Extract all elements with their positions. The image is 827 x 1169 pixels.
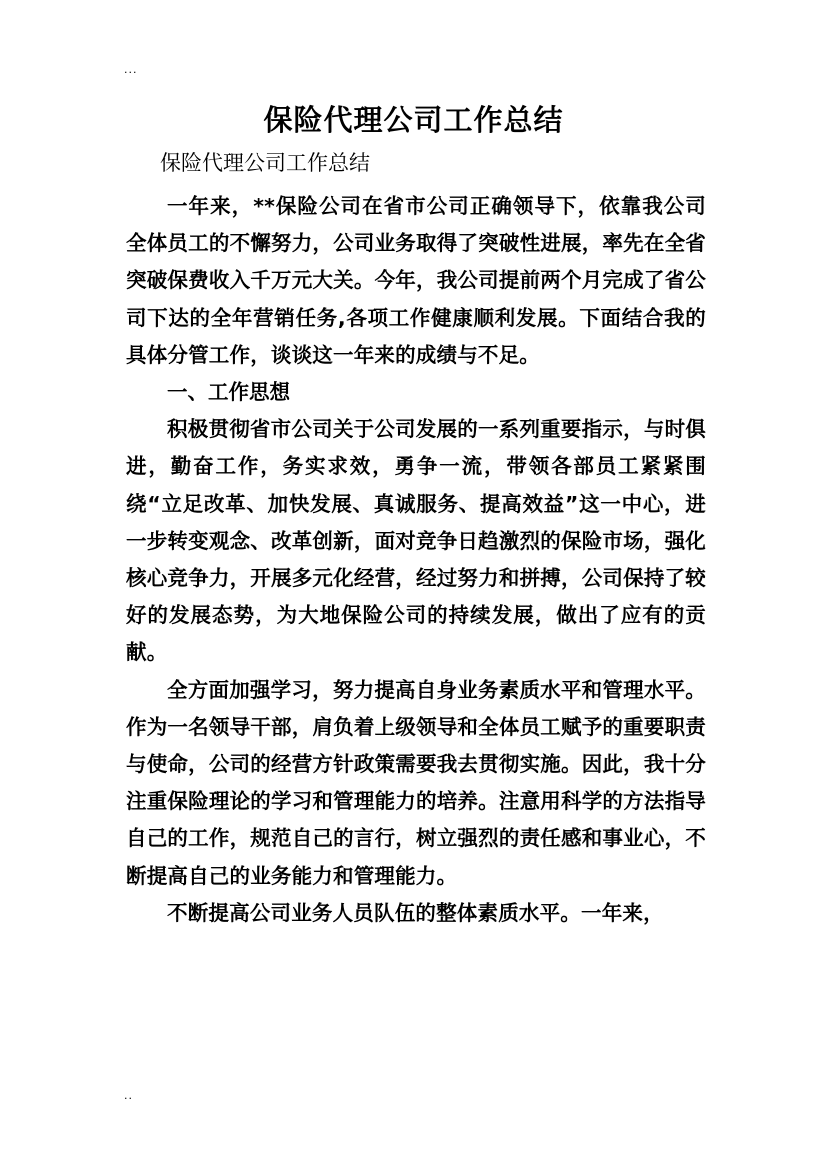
section-heading-work-thoughts: 一、工作思想 <box>167 380 290 405</box>
header-mark: ... <box>124 63 138 76</box>
footer-mark: .. <box>124 1089 133 1102</box>
document-subtitle: 保险代理公司工作总结 <box>160 151 370 175</box>
document-title: 保险代理公司工作总结 <box>263 103 564 137</box>
paragraph-work-thoughts: 积极贯彻省市公司关于公司发展的一系列重要指示，与时俱进，勤奋工作，务实求效，勇争一流，带领各部员工紧紧围绕“立足改革、加快发展、真诚服务、提高效益”这一中心，进一步转变观念、改革创新，面对竞争日趋激烈的保险市场，强化核心竞争力，开展多元化经营，经过努力和拼搏，公司保持了较好的发展态势，为大地保险公司的持续发展，做出了应有的贡献。 <box>126 417 706 665</box>
paragraph-team-quality: 不断提高公司业务人员队伍的整体素质水平。一年来， <box>167 900 664 925</box>
document-body <box>126 188 706 932</box>
paragraph-intro: 一年来，**保险公司在省市公司正确领导下，依靠我公司全体员工的不懈努力，公司业务取得了突破性进展，率先在全省突破保费收入千万元大关。今年，我公司提前两个月完成了省公司下达的全年营销任务,各项工作健康顺利发展。下面结合我的具体分管工作，谈谈这一年来的成绩与不足。 <box>126 194 706 367</box>
paragraph-learning: 全方面加强学习，努力提高自身业务素质水平和管理水平。作为一名领导干部，肩负着上级领导和全体员工赋予的重要职责与使命，公司的经营方针政策需要我去贯彻实施。因此，我十分注重保险理论的学习和管理能力的培养。注意用科学的方法指导自己的工作，规范自己的言行，树立强烈的责任感和事业心，不断提高自己的业务能力和管理能力。 <box>126 677 706 888</box>
